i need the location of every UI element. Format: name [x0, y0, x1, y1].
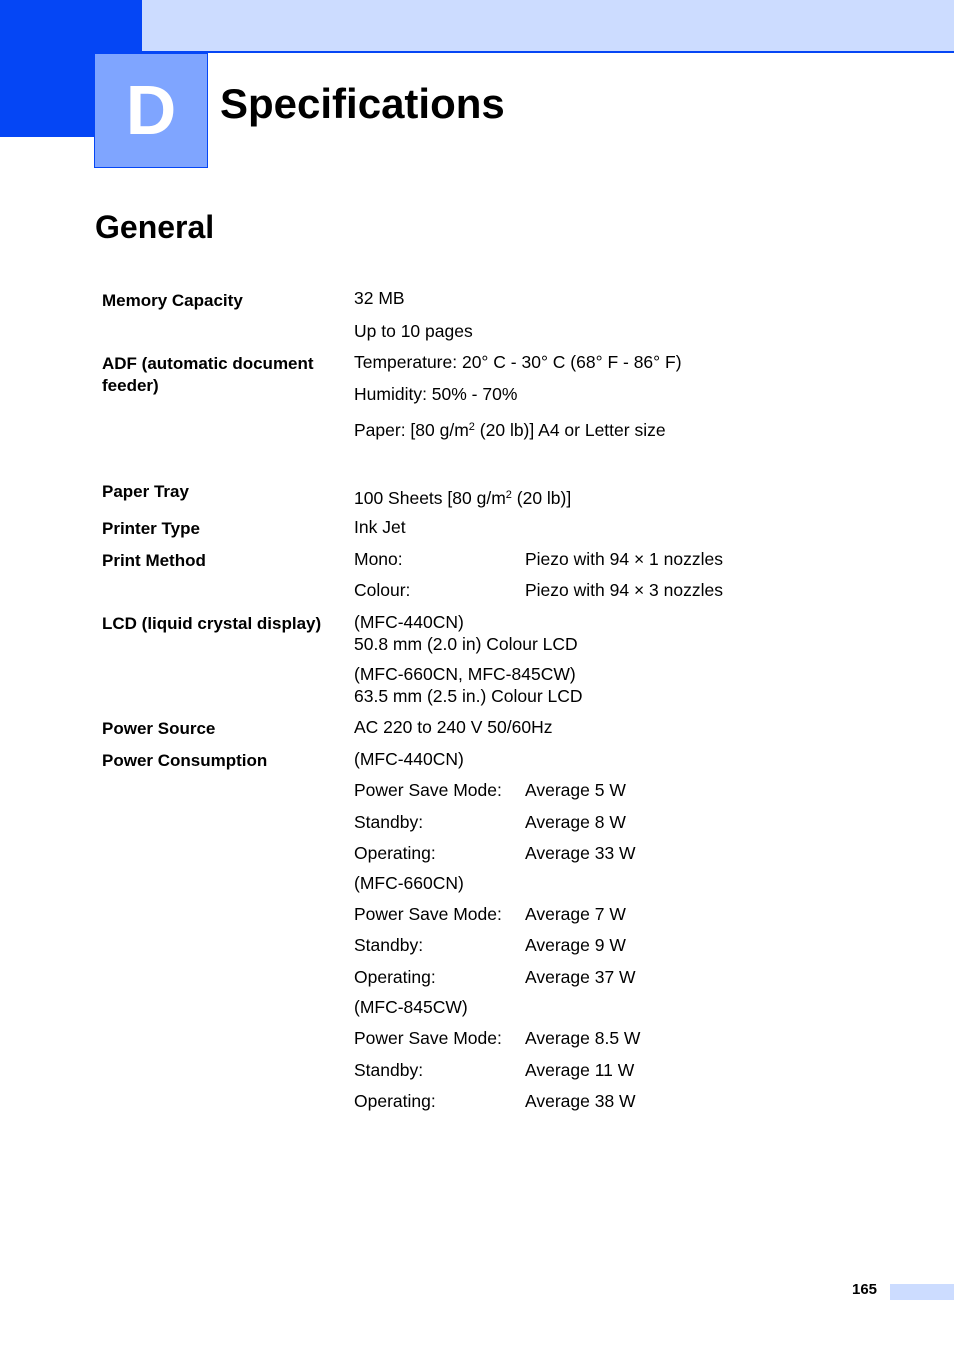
spec-row-paper-tray [102, 481, 802, 514]
spec-pair [354, 1027, 802, 1049]
spec-key: Standby: [354, 1060, 424, 1080]
spec-value: Piezo with 94 × 1 nozzles [525, 549, 723, 569]
spec-label: Print Method [102, 551, 206, 570]
spec-value: Piezo with 94 × 3 nozzles [525, 580, 723, 600]
spec-label: Paper Tray [102, 482, 189, 501]
spec-value: Average 5 W [525, 780, 626, 800]
superscript: 2 [468, 421, 475, 433]
spec-row-print-method [102, 548, 802, 609]
spec-model: (MFC-660CN) [354, 873, 464, 893]
spec-key: Operating: [354, 843, 436, 863]
spec-value: (MFC-440CN) [354, 612, 464, 632]
spec-row-adf [102, 320, 802, 481]
header-band [0, 0, 954, 53]
spec-key: Operating: [354, 967, 436, 987]
spec-label: ADF (automatic document feeder) [102, 354, 314, 395]
spec-model: (MFC-440CN) [354, 749, 464, 769]
chapter-letter: D [94, 53, 208, 168]
spec-pair [354, 1059, 802, 1081]
spec-value: Average 38 W [525, 1091, 636, 1111]
spec-key: Standby: [354, 812, 424, 832]
spec-table [102, 284, 802, 1112]
text: (20 lb)] A4 or Letter size [474, 420, 666, 440]
spec-label: Power Consumption [102, 751, 268, 770]
spec-value: AC 220 to 240 V 50/60Hz [354, 717, 553, 737]
spec-value: Temperature: 20° C - 30° C (68° F - 86° F) [354, 352, 682, 372]
spec-row-lcd [102, 611, 802, 714]
spec-value: 50.8 mm (2.0 in) Colour LCD [354, 634, 578, 654]
spec-value: Average 7 W [525, 904, 626, 924]
spec-pair [354, 903, 802, 925]
text: (20 lb)] [511, 488, 572, 508]
spec-row-printer-type [102, 516, 802, 546]
spec-value: Average 9 W [525, 935, 626, 955]
spec-row-power-source [102, 716, 802, 746]
spec-pair [354, 579, 802, 601]
spec-row-memory [102, 287, 802, 317]
spec-value: 63.5 mm (2.5 in.) Colour LCD [354, 686, 583, 706]
spec-label: LCD (liquid crystal display) [102, 614, 322, 633]
spec-label: Power Source [102, 719, 216, 738]
spec-value: Humidity: 50% - 70% [354, 384, 518, 404]
spec-pair [354, 842, 802, 864]
spec-key: Power Save Mode: [354, 1028, 502, 1048]
section-title: General [95, 209, 215, 245]
spec-value: Average 33 W [525, 843, 636, 863]
page-number: 165 [852, 1281, 878, 1298]
spec-pair [354, 811, 802, 833]
spec-key: Operating: [354, 1091, 436, 1111]
spec-value: Ink Jet [354, 517, 406, 537]
spec-key: Power Save Mode: [354, 780, 502, 800]
spec-key: Mono: [354, 549, 403, 569]
spec-pair [354, 1090, 802, 1112]
spec-pair [354, 548, 802, 570]
spec-pair [354, 779, 802, 801]
spec-value: 32 MB [354, 288, 405, 308]
spec-key: Colour: [354, 580, 411, 600]
spec-model: (MFC-845CW) [354, 997, 468, 1017]
spec-label: Memory Capacity [102, 291, 243, 310]
page-tab [890, 1284, 954, 1300]
chapter-title: Specifications [220, 80, 505, 127]
text: 100 Sheets [80 g/m [354, 488, 506, 508]
spec-label: Printer Type [102, 519, 200, 538]
spec-key: Power Save Mode: [354, 904, 502, 924]
spec-value: Average 8 W [525, 812, 626, 832]
spec-pair [354, 934, 802, 956]
spec-key: Standby: [354, 935, 424, 955]
spec-value [354, 481, 802, 509]
spec-value: (MFC-660CN, MFC-845CW) [354, 664, 576, 684]
text: Paper: [80 g/m [354, 420, 469, 440]
spec-value: Average 8.5 W [525, 1028, 641, 1048]
spec-pair [354, 966, 802, 988]
superscript: 2 [505, 489, 512, 501]
spec-row-power-consumption [102, 748, 802, 1112]
spec-value: Average 11 W [525, 1060, 635, 1080]
header-rule [142, 51, 954, 53]
spec-value [354, 419, 802, 441]
spec-value: Up to 10 pages [354, 321, 473, 341]
spec-value: Average 37 W [525, 967, 636, 987]
